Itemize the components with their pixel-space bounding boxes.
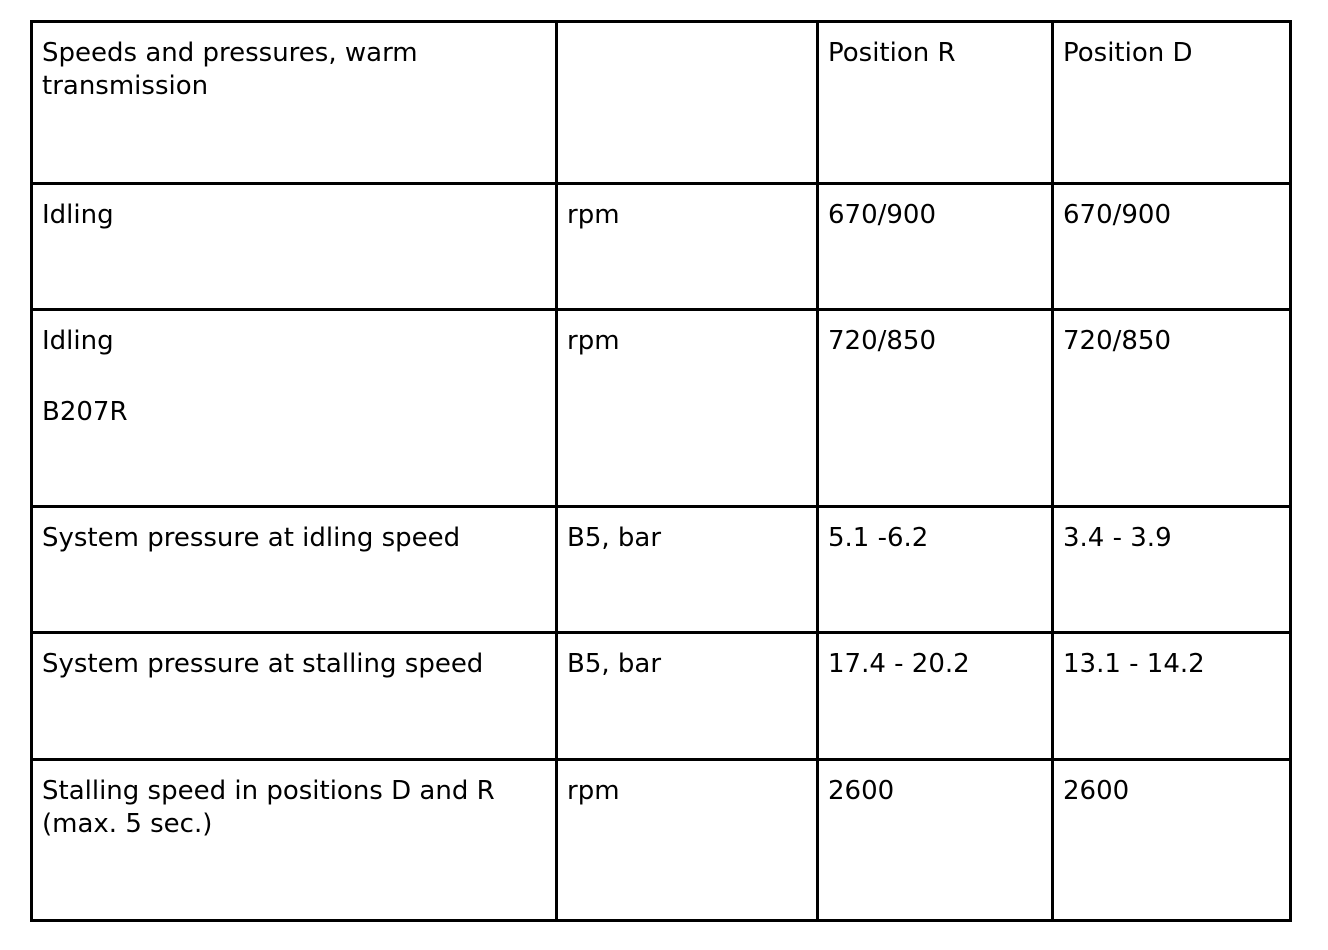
row-unit: rpm (567, 776, 620, 806)
header-position-d-cell (1053, 22, 1291, 184)
row-position-d-value: 720/850 (1063, 326, 1172, 356)
header-title: Speeds and pressures, warm transmission (42, 38, 418, 101)
row-position-d-value: 13.1 - 14.2 (1063, 649, 1205, 679)
table-header-row (32, 22, 1291, 184)
row-position-r-value: 670/900 (828, 200, 937, 230)
row-label: Stalling speed in positions D and R (max. 5 sec.) (42, 776, 495, 839)
header-position-r-cell (818, 22, 1053, 184)
row-position-r-cell (818, 760, 1053, 921)
table-row (32, 184, 1291, 310)
row-label-cell (32, 760, 557, 921)
header-position-d: Position D (1063, 38, 1193, 68)
table-row (32, 310, 1291, 507)
row-label-spacer (42, 358, 547, 396)
row-sublabel: B207R (42, 397, 128, 427)
row-unit: B5, bar (567, 523, 662, 553)
row-unit: B5, bar (567, 649, 662, 679)
header-title-cell (32, 22, 557, 184)
row-position-d-value: 3.4 - 3.9 (1063, 523, 1172, 553)
table-row (32, 633, 1291, 760)
header-unit-cell (557, 22, 818, 184)
row-unit-cell (557, 760, 818, 921)
row-position-r-cell (818, 633, 1053, 760)
row-unit-cell (557, 507, 818, 633)
row-label-cell (32, 310, 557, 507)
row-unit-cell (557, 310, 818, 507)
row-position-d-cell (1053, 310, 1291, 507)
row-label: Idling (42, 326, 114, 356)
row-position-d-value: 2600 (1063, 776, 1130, 806)
row-position-d-cell (1053, 760, 1291, 921)
row-position-d-cell (1053, 633, 1291, 760)
row-label: Idling (42, 200, 114, 230)
row-unit: rpm (567, 326, 620, 356)
table-row (32, 760, 1291, 921)
row-unit: rpm (567, 200, 620, 230)
row-position-d-value: 670/900 (1063, 200, 1172, 230)
row-position-r-value: 17.4 - 20.2 (828, 649, 970, 679)
row-unit-cell (557, 184, 818, 310)
table-row (32, 507, 1291, 633)
row-label: System pressure at idling speed (42, 523, 461, 553)
row-label: System pressure at stalling speed (42, 649, 484, 679)
header-position-r: Position R (828, 38, 956, 68)
row-position-r-cell (818, 184, 1053, 310)
row-unit-cell (557, 633, 818, 760)
row-position-r-cell (818, 507, 1053, 633)
row-label-cell (32, 184, 557, 310)
row-position-r-value: 2600 (828, 776, 895, 806)
row-position-d-cell (1053, 507, 1291, 633)
row-position-r-cell (818, 310, 1053, 507)
specifications-table (30, 20, 1292, 922)
row-label-cell (32, 507, 557, 633)
row-position-r-value: 720/850 (828, 326, 937, 356)
row-position-d-cell (1053, 184, 1291, 310)
row-label-cell (32, 633, 557, 760)
row-position-r-value: 5.1 -6.2 (828, 523, 929, 553)
